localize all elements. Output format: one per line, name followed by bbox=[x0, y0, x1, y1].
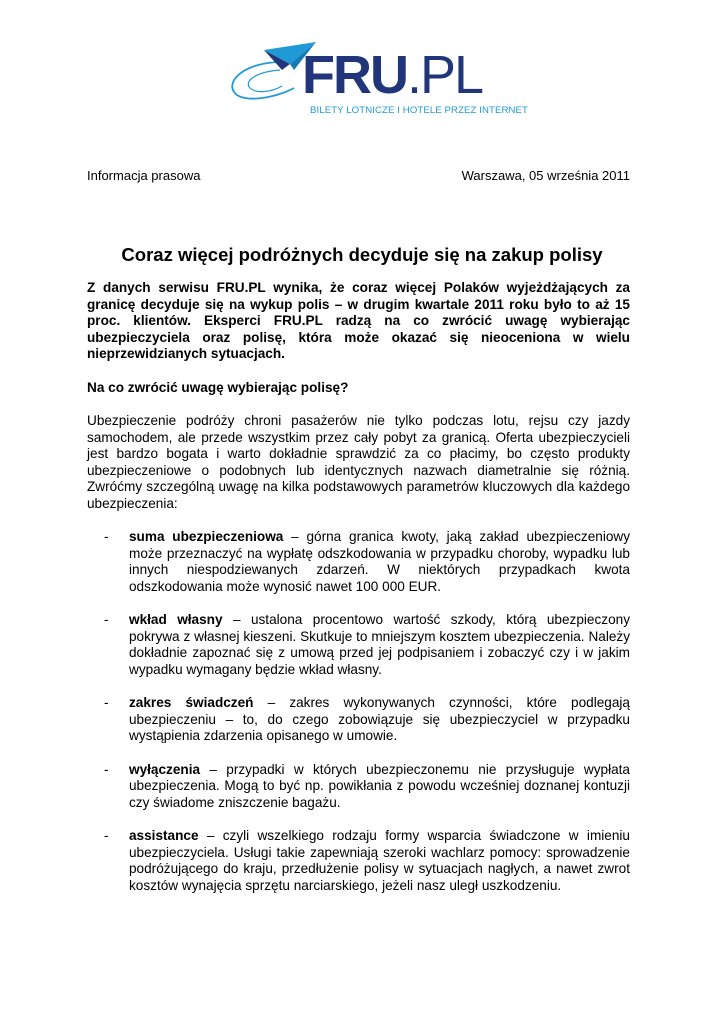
item-text: – przypadki w których ubezpieczonemu nie przysługuje wypłata ubezpieczenia. Mogą to być np. powikłania z powodu wcześniej doznanej kontuzji czy świadome zniszczenie bagażu. bbox=[129, 761, 630, 810]
item-term: wyłączenia bbox=[129, 761, 201, 777]
lead-paragraph: Z danych serwisu FRU.PL wynika, że coraz więcej Polaków wyjeżdżających za granicę decyduje się na wykup polis – w drugim kwartale 2011 roku było to aż 15 proc. klientów. Eksperci FRU.PL radzą na co zwrócić uwagę wybierając ubezpieczyciela oraz polisę, która może okazać się nieoceniona w wielu nieprzewidzianych sytuacjach. bbox=[87, 280, 630, 361]
item-term: suma ubezpieczeniowa bbox=[129, 529, 284, 544]
bullet-dash: - bbox=[104, 612, 109, 627]
item-term: wkład własny bbox=[129, 612, 223, 627]
list-item bbox=[87, 762, 630, 812]
item-text: – zakres wykonywanych czynności, które podlegają ubezpieczeniu – to, do czego zobowiązuje się ubezpieczyciel w przypadku wystąpienia zdarzenia opisanego w umowie. bbox=[129, 695, 630, 743]
bullet-dash: - bbox=[104, 828, 109, 843]
document-body bbox=[87, 280, 630, 894]
bullet-dash: - bbox=[104, 761, 109, 777]
parameter-list bbox=[87, 529, 630, 894]
logo-tagline: BILETY LOTNICZE I HOTELE PRZEZ INTERNET bbox=[310, 105, 529, 116]
list-item bbox=[87, 828, 630, 894]
logo-brand-dot: . bbox=[406, 45, 420, 105]
item-term: assistance bbox=[129, 828, 199, 843]
press-release-label: Informacja prasowa bbox=[87, 168, 201, 183]
item-text: – czyli wszelkiego rodzaju formy wsparcia świadczone w imieniu ubezpieczyciela. Usługi takie zapewniają szeroki wachlarz pomocy: sprowadzenie podróżującego do kraju, przedłużenie polisy w sytuacjach nagłych, a nawet zwrot kosztów wynajęcia sprzętu narciarskiego, jeżeli nasz uległ uszkodzeniu. bbox=[129, 828, 630, 893]
place-date: Warszawa, 05 września 2011 bbox=[461, 168, 630, 183]
document-header bbox=[87, 168, 630, 183]
bullet-dash: - bbox=[104, 695, 109, 710]
item-text: – górna granica kwoty, jaką zakład ubezpieczeniowy może przeznaczyć na wypłatę odszkodowania w przypadku choroby, wypadku lub innych niespodziewanych zdarzeń. W niektórych przypadkach kwota odszkodowania może wynosić nawet 100 000 EUR. bbox=[129, 529, 631, 594]
list-item bbox=[87, 612, 630, 678]
item-text: – ustalona procentowo wartość szkody, którą ubezpieczony pokrywa z własnej kieszeni. Skutkuje to mniejszym kosztem ubezpieczenia. Należy dokładnie zapoznać się z umową przed jej podpisaniem i zobaczyć czy i w jakim wypadku wymagany będzie wkład własny. bbox=[129, 612, 631, 677]
item-term: zakres świadczeń bbox=[129, 695, 254, 710]
section-heading: Na co zwrócić uwagę wybierając polisę? bbox=[87, 379, 349, 395]
logo-wordmark bbox=[302, 45, 483, 105]
intro-paragraph: Ubezpieczenie podróży chroni pasażerów nie tylko podczas lotu, rejsu czy jazdy samochodem, ale przede wszystkim przez cały pobyt za granicą. Oferta ubezpieczycieli jest bardzo bogata i warto dokładnie sprawdzić za co płacimy, bo często produkty ubezpieczeniowe o podobnych lub identycznych nazwach diametralnie się różnią. Zwróćmy szczególną uwagę na kilka podstawowych parametrów kluczowych dla każdego ubezpieczenia: bbox=[87, 413, 630, 511]
fru-pl-logo bbox=[224, 40, 544, 120]
list-item bbox=[87, 529, 630, 595]
list-item bbox=[87, 695, 630, 745]
logo-brand-suffix: PL bbox=[420, 45, 483, 105]
logo-brand-bold: FRU bbox=[302, 45, 407, 105]
bullet-dash: - bbox=[104, 529, 109, 544]
document-title: Coraz więcej podróżnych decyduje się na zakup polisy bbox=[121, 244, 603, 265]
